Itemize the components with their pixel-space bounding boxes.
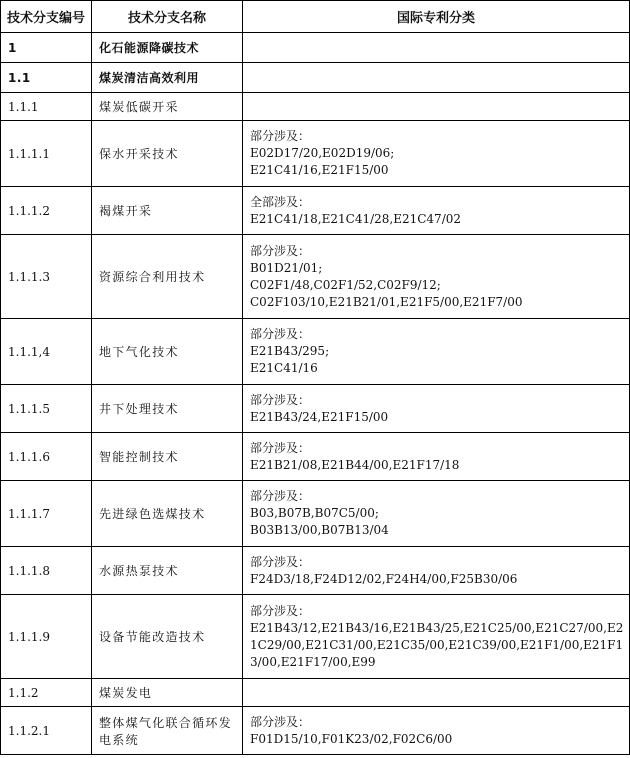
- table-row: [1, 433, 630, 481]
- table-body: [1, 33, 630, 755]
- ipc-line: F01D15/10,F01K23/02,F02C6/00: [250, 731, 453, 746]
- ipc-line: 部分涉及：: [250, 714, 311, 729]
- ipc-line: 部分涉及：: [250, 489, 311, 503]
- table-row: [1, 595, 630, 679]
- branch-name: 煤炭清洁高效利用: [92, 63, 243, 93]
- branch-number: 1.1.1.2: [1, 187, 92, 235]
- branch-number: 1.1.2.1: [1, 707, 92, 755]
- ipc-line: 部分涉及：: [250, 603, 311, 618]
- branch-number: 1: [1, 33, 92, 63]
- branch-number: 1.1.1,4: [1, 319, 92, 385]
- ipc-line: 部分涉及：: [250, 327, 311, 341]
- branch-number: 1.1.1.9: [1, 595, 92, 679]
- ipc-line: C02F1/48,C02F1/52,C02F9/12;: [250, 277, 441, 292]
- ipc-line: E21B43/24,E21F15/00: [250, 409, 389, 424]
- branch-number: 1.1.1.3: [1, 235, 92, 319]
- ipc-codes: [243, 187, 630, 235]
- ipc-codes: [243, 93, 630, 121]
- ipc-line: B03,B07B,B07C5/00;: [250, 506, 379, 520]
- branch-number: 1.1.2: [1, 679, 92, 707]
- table-row: [1, 319, 630, 385]
- ipc-line: C02F103/10,E21B21/01,E21F5/00,E21F7/00: [250, 294, 523, 309]
- branch-name: 资源综合利用技术: [92, 235, 243, 319]
- ipc-line: 部分涉及：: [250, 243, 311, 258]
- table-row: [1, 63, 630, 93]
- branch-number: 1.1.1.1: [1, 121, 92, 187]
- table-row: [1, 547, 630, 595]
- ipc-line: B03B13/00,B07B13/04: [250, 523, 389, 537]
- table-row: [1, 33, 630, 63]
- ipc-codes: [243, 679, 630, 707]
- branch-name: 整体煤气化联合循环发电系统: [92, 707, 243, 755]
- ipc-codes: [243, 595, 630, 679]
- branch-number: 1.1.1.5: [1, 385, 92, 433]
- branch-name: 煤炭低碳开采: [92, 93, 243, 121]
- branch-number: 1.1.1.6: [1, 433, 92, 481]
- ipc-codes: [243, 385, 630, 433]
- ipc-line: E21C41/18,E21C41/28,E21C47/02: [250, 211, 462, 226]
- ipc-line: 部分涉及：: [250, 392, 311, 407]
- ipc-line: E02D17/20,E02D19/06;: [250, 146, 395, 160]
- table-header-row: [1, 1, 630, 33]
- branch-name: 水源热泵技术: [92, 547, 243, 595]
- table-row: [1, 93, 630, 121]
- ipc-line: E21C41/16: [250, 361, 318, 375]
- ipc-line: E21B21/08,E21B44/00,E21F17/18: [250, 457, 460, 472]
- branch-name: 化石能源降碳技术: [92, 33, 243, 63]
- ipc-codes: [243, 319, 630, 385]
- ipc-line: 部分涉及：: [250, 129, 311, 143]
- header-branch-name: 技术分支名称: [92, 1, 243, 33]
- ipc-codes: [243, 707, 630, 755]
- ipc-codes: [243, 235, 630, 319]
- ipc-codes: [243, 547, 630, 595]
- table-row: [1, 235, 630, 319]
- table-row: [1, 707, 630, 755]
- ipc-line: B01D21/01;: [250, 260, 323, 275]
- ipc-line: F24D3/18,F24D12/02,F24H4/00,F25B30/06: [250, 571, 518, 586]
- ipc-line: E21B43/295;: [250, 344, 330, 358]
- branch-name: 先进绿色选煤技术: [92, 481, 243, 547]
- ipc-line: 部分涉及：: [250, 440, 311, 455]
- table-row: [1, 679, 630, 707]
- ipc-line: E21C41/16,E21F15/00: [250, 163, 389, 177]
- branch-name: 地下气化技术: [92, 319, 243, 385]
- ipc-line: E21B43/12,E21B43/16,E21B43/25,E21C25/00,E21C27/00,E21C29/00,E21C31/00,E21C35/00,E21C39/00,E21F1/00,E21F13/00,E21F17/00,E99: [250, 620, 624, 669]
- branch-name: 保水开采技术: [92, 121, 243, 187]
- ipc-line: 部分涉及：: [250, 554, 311, 569]
- ipc-codes: [243, 433, 630, 481]
- branch-number: 1.1: [1, 63, 92, 93]
- branch-name: 智能控制技术: [92, 433, 243, 481]
- header-ipc: 国际专利分类: [243, 1, 630, 33]
- ipc-codes: [243, 63, 630, 93]
- ipc-codes: [243, 121, 630, 187]
- branch-number: 1.1.1.7: [1, 481, 92, 547]
- table-row: [1, 187, 630, 235]
- branch-name: 煤炭发电: [92, 679, 243, 707]
- ipc-codes: [243, 33, 630, 63]
- branch-name: 井下处理技术: [92, 385, 243, 433]
- table-row: [1, 481, 630, 547]
- table-row: [1, 385, 630, 433]
- ipc-codes: [243, 481, 630, 547]
- branch-name: 褐煤开采: [92, 187, 243, 235]
- table-row: [1, 121, 630, 187]
- branch-number: 1.1.1: [1, 93, 92, 121]
- ipc-line: 全部涉及：: [250, 194, 311, 209]
- branch-number: 1.1.1.8: [1, 547, 92, 595]
- branch-name: 设备节能改造技术: [92, 595, 243, 679]
- header-branch-number: 技术分支编号: [1, 1, 92, 33]
